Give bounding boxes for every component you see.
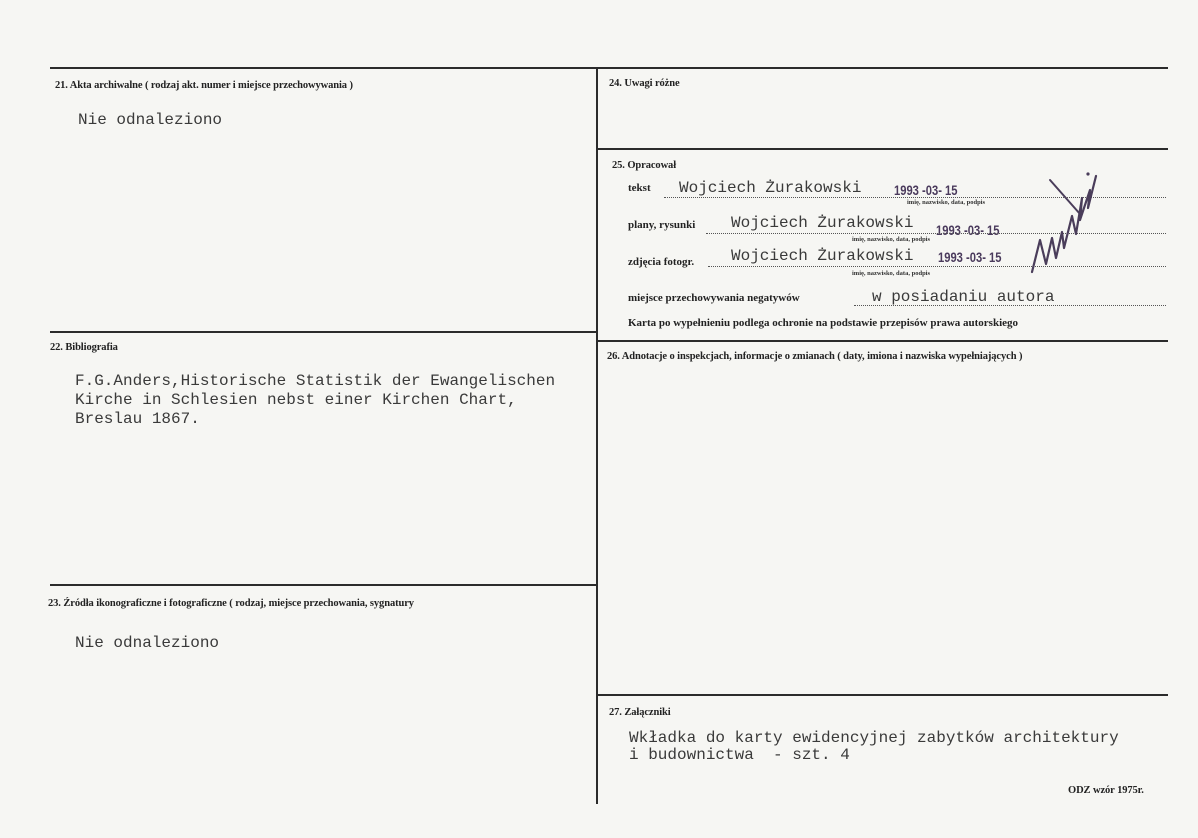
row-caption-plans: imię, nazwisko, data, podpis	[852, 236, 931, 243]
section-27-title: 27. Załączniki	[609, 707, 671, 718]
negatives-value: w posiadaniu autora	[872, 288, 1055, 306]
row-label-text: tekst	[628, 182, 651, 194]
bibliography-line-3: Breslau 1867.	[75, 410, 200, 428]
row-caption-text: imię, nazwisko, data, podpis	[907, 199, 986, 206]
divider-26-27	[597, 694, 1168, 696]
divider-25-26	[597, 340, 1168, 342]
attachments-line-1: Wkładka do karty ewidencyjnej zabytków architektury	[629, 729, 1119, 747]
section-23-value: Nie odnaleziono	[75, 634, 220, 652]
row-date-stamp-photos: 1993 -03- 15	[938, 249, 1002, 265]
row-name-photos: Wojciech Żurakowski	[731, 247, 914, 265]
row-caption-photos: imię, nazwisko, data, podpis	[852, 270, 931, 277]
handwritten-signature	[1010, 168, 1110, 280]
attachments-line-2: i budownictwa - szt. 4	[629, 746, 850, 764]
row-label-photos: zdjęcia fotogr.	[628, 256, 695, 268]
form-template-id: ODZ wzór 1975r.	[1068, 785, 1144, 796]
row-date-stamp-plans: 1993 -03- 15	[936, 222, 1000, 238]
divider-21-22	[50, 331, 597, 333]
row-name-text: Wojciech Żurakowski	[679, 179, 862, 197]
section-22-title: 22. Bibliografia	[50, 342, 118, 353]
divider-22-23	[50, 584, 597, 586]
bibliography-line-2: Kirche in Schlesien nebst einer Kirchen Chart,	[75, 391, 517, 409]
section-23-title: 23. Źródła ikonograficzne i fotograficzne ( rodzaj, miejsce przechowania, sygnatury	[48, 598, 414, 609]
divider-24-25	[597, 148, 1168, 150]
section-21-value: Nie odnaleziono	[78, 111, 223, 129]
section-21-title: 21. Akta archiwalne ( rodzaj akt. numer i miejsce przechowywania )	[55, 80, 353, 91]
top-rule	[50, 67, 1168, 69]
row-label-plans: plany, rysunki	[628, 219, 696, 231]
copyright-note: Karta po wypełnieniu podlega ochronie na podstawie przepisów prawa autorskiego	[628, 317, 1019, 329]
negatives-label: miejsce przechowywania negatywów	[628, 292, 800, 304]
section-25-title: 25. Opracował	[612, 160, 677, 171]
section-26-title: 26. Adnotacje o inspekcjach, informacje o zmianach ( daty, imiona i nazwiska wypełniających )	[607, 351, 1023, 362]
section-24-title: 24. Uwagi różne	[609, 78, 680, 89]
row-date-stamp-text: 1993 -03- 15	[894, 182, 958, 198]
row-name-plans: Wojciech Żurakowski	[731, 214, 914, 232]
negatives-dotted-line	[854, 305, 1166, 306]
bibliography-line-1: F.G.Anders,Historische Statistik der Ewangelischen	[75, 372, 556, 390]
